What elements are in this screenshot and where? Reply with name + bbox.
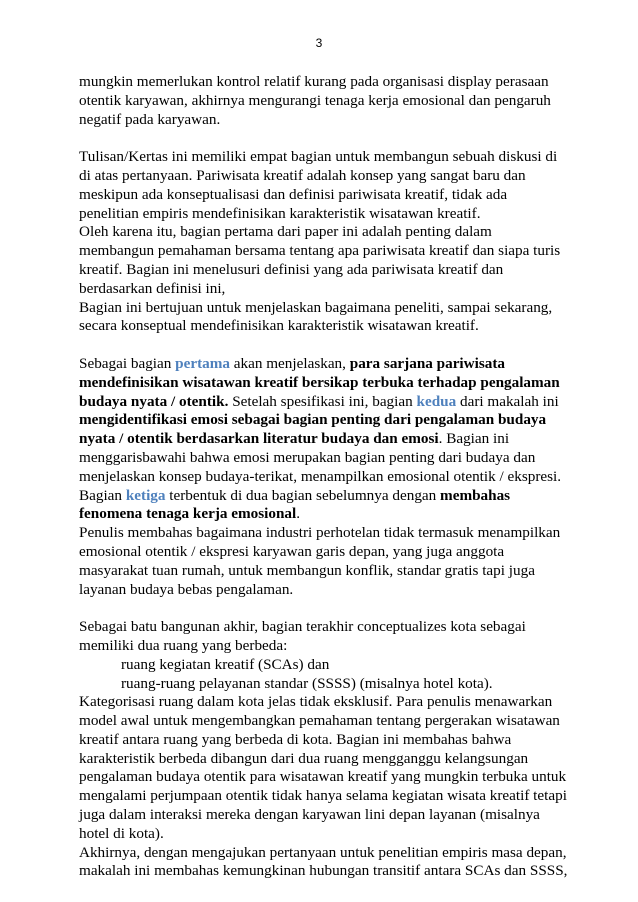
text-line: model awal untuk mengembangkan pemahaman tentang pergerakan wisatawan [79, 712, 560, 730]
list-item [79, 675, 579, 694]
paragraph-2 [79, 148, 579, 336]
text-run: terbentuk di dua bagian sebelumnya dengan [165, 486, 441, 504]
bold-text: para sarjana pariwisata [349, 354, 505, 372]
text-line: membangun pemahaman bersama tentang apa pariwisata kreatif dan siapa turis [79, 242, 561, 260]
text-line [79, 393, 579, 412]
text-run: Bagian [79, 486, 126, 504]
text-line: di atas pertanyaan. Pariwisata kreatif adalah konsep yang sangat baru dan [79, 166, 526, 184]
bold-text: fenomena tenaga kerja emosional [79, 505, 297, 523]
text-line: Kategorisasi ruang dalam kota jelas tidak eksklusif. Para penulis menawarkan [79, 693, 553, 711]
text-line [79, 487, 579, 506]
text-line: negatif pada karyawan. [79, 110, 221, 128]
text-run: . Bagian ini [438, 430, 510, 448]
text-run: Sebagai bagian [79, 354, 176, 372]
text-line: otentik karyawan, akhirnya mengurangi tenaga kerja emosional dan pengaruh [79, 91, 551, 109]
text-line: pengalaman budaya otentik para wisatawan kreatif yang mungkin terbuka untuk [79, 768, 567, 786]
text-line [79, 505, 579, 524]
paragraph-3 [79, 355, 579, 599]
list-item [79, 656, 579, 675]
text-line: mengalami perjumpaan otentik tidak hanya selama kegiatan wisata kreatif tetapi [79, 787, 567, 805]
text-line: secara konseptual mendefinisikan karakteristik wisatawan kreatif. [79, 317, 479, 335]
text-line: Tulisan/Kertas ini memiliki empat bagian untuk membangun sebuah diskusi di [79, 148, 558, 166]
page-number: 3 [315, 36, 323, 50]
text-line: juga dalam interaksi mereka dengan karyawan lini depan layanan (misalnya [79, 806, 540, 824]
text-line: kreatif. Bagian ini menelusuri definisi yang ada pariwisata kreatif dan [79, 260, 504, 278]
text-line: Akhirnya, dengan mengajukan pertanyaan untuk penelitian empiris masa depan, [79, 843, 567, 861]
highlight-ketiga: ketiga [125, 486, 166, 504]
text-line: masyarakat tuan rumah, untuk membangun konflik, standar gratis tapi juga [79, 561, 535, 579]
text-line: mungkin memerlukan kontrol relatif kurang pada organisasi display perasaan [79, 73, 549, 90]
text-run: . [296, 505, 301, 523]
bold-text-line: mendefinisikan wisatawan kreatif bersikap terbuka terhadap pengalaman [79, 373, 560, 391]
text-line: kreatif antara ruang yang berbeda di kota. Bagian ini membahas bahwa [79, 730, 512, 748]
text-line: Sebagai batu bangunan akhir, bagian terakhir conceptualizes kota sebagai [79, 618, 526, 636]
text-line: Oleh karena itu, bagian pertama dari paper ini adalah penting dalam [79, 223, 492, 241]
bold-text-line: mengidentifikasi emosi sebagai bagian penting dari pengalaman budaya [79, 411, 547, 429]
highlight-pertama: pertama [175, 354, 230, 372]
text-line: berdasarkan definisi ini, [79, 279, 226, 297]
text-line: Bagian ini bertujuan untuk menjelaskan bagaimana peneliti, sampai sekarang, [79, 298, 553, 316]
text-line: hotel di kota). [79, 824, 164, 842]
text-line [79, 355, 579, 374]
text-line: karakteristik berbeda dibangun dari dua ruang mengganggu kelangsungan [79, 749, 529, 767]
paragraph-4 [79, 618, 579, 881]
text-line: Penulis membahas bagaimana industri perhotelan tidak termasuk menampilkan [79, 524, 561, 542]
text-run: akan menjelaskan, [229, 354, 350, 372]
list-item-text: ruang kegiatan kreatif (SCAs) dan [121, 655, 330, 673]
highlight-kedua: kedua [416, 392, 457, 410]
text-line: penelitian empiris mendefinisikan karakteristik wisatawan kreatif. [79, 204, 481, 222]
text-line [79, 430, 579, 449]
text-run: dari makalah ini [456, 392, 559, 410]
bold-text: budaya nyata / otentik. [79, 392, 229, 410]
text-line: layanan budaya bebas pengalaman. [79, 580, 294, 598]
bold-text: nyata / otentik berdasarkan literatur budaya dan emosi [79, 430, 439, 448]
text-line: menggarisbawahi bahwa emosi merupakan bagian penting dari budaya dan [79, 448, 536, 466]
text-line: emosional otentik / ekspresi karyawan garis depan, yang juga anggota [79, 542, 505, 560]
text-line: makalah ini membahas kemungkinan hubungan transitif antara SCAs dan SSSS, [79, 862, 568, 880]
text-line: menjelaskan konsep budaya-terikat, menampilkan emosional otentik / ekspresi. [79, 467, 562, 485]
document-body [79, 73, 579, 881]
paragraph-1 [79, 73, 579, 129]
text-line: meskipun ada konseptualisasi dan definisi pariwisata kreatif, tidak ada [79, 185, 508, 203]
bold-text: membahas [440, 486, 511, 504]
list-item-text: ruang-ruang pelayanan standar (SSSS) (misalnya hotel kota). [121, 674, 493, 692]
text-run: Setelah spesifikasi ini, bagian [228, 392, 417, 410]
text-line: memiliki dua ruang yang berbeda: [79, 636, 288, 654]
